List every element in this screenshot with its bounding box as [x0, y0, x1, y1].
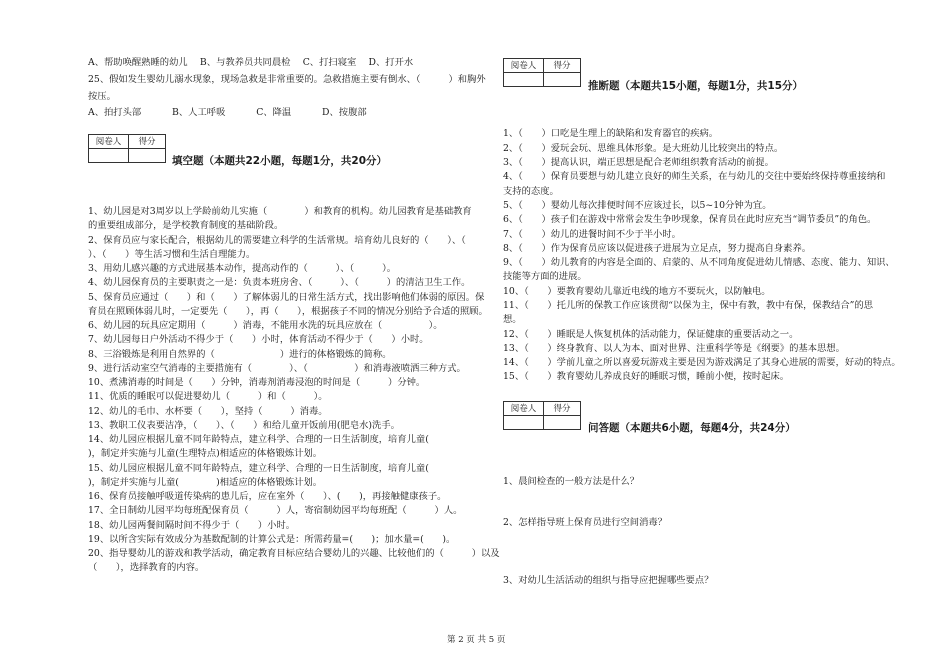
option-line: A、拍打头部 B、人工呼吸 C、降温 D、按腹部 — [88, 107, 367, 118]
score-cell — [504, 416, 544, 429]
list-item: 5、（ ）婴幼儿每次排便时间不应该过长，以5~10分钟为宜。 — [503, 200, 772, 211]
list-item: 4、（ ）保育员要想与幼儿建立良好的师生关系，在与幼儿的交往中要始终保持尊重接纳和 — [503, 171, 886, 182]
list-item: ）、（ ）等生活习惯和生活自理能力。 — [88, 249, 256, 260]
option-line: A、帮助唤醒熟睡的幼儿 B、与教养员共同晨检 C、打扫寝室 D、打开水 — [88, 57, 414, 68]
list-item: 20、指导婴幼儿的游戏和教学活动，确定教育目标应结合婴幼儿的兴趣、比较他们的（ ）以及 — [88, 548, 500, 559]
score-label: 得分 — [129, 135, 165, 149]
list-item: 3、用幼儿感兴趣的方式进展基本动作，提高动作的（ ）、（ ）。 — [88, 263, 397, 274]
list-item: 4、幼儿园保育员的主要职责之一是：负责本班房舍、（ ）、（ ）的清洁卫生工作。 — [88, 277, 471, 288]
list-item: 的重要组成部分，是学校教育制度的基础阶段。 — [88, 220, 284, 231]
score-box — [88, 134, 166, 163]
list-item: 6、（ ）孩子们在游戏中常常会发生争吵现象，保育员在此时应充当“调节委员”的角色。 — [503, 214, 877, 225]
list-item: 8、（ ）作为保育员应该以促进孩子进展为立足点，努力提高自身素养。 — [503, 243, 812, 254]
section-title-fill: 填空题（本题共22小题，每题1分，共20分） — [172, 155, 388, 167]
question-line: 按压。 — [88, 91, 116, 102]
list-item: 9、进行活动室空气消毒的主要措施有（ ）、（ ）和消毒液喷洒三种方式。 — [88, 363, 466, 374]
list-item: 17、全日制幼儿园平均每班配保育员（ ）人，寄宿制幼园平均每班配（ ）人。 — [88, 505, 463, 516]
section-title-judgement: 推断题（本题共15小题，每题1分，共15分） — [588, 80, 804, 92]
list-item: 育员在照顾体弱儿时，一定要先（ ），再（ ），根据孩子不同的情况分别给予合适的照顾。 — [88, 306, 488, 317]
list-item: （ ），选择教育的内容。 — [88, 562, 205, 573]
question-item: 1、晨间检查的一般方法是什么？ — [503, 476, 640, 487]
list-item: 15、（ ）教育婴幼儿养成良好的睡眠习惯，睡前小便，按时起床。 — [503, 371, 790, 382]
list-item: 14、幼儿园应根据儿童不同年龄特点，建立科学、合理的一日生活制度，培育儿童( — [88, 434, 429, 445]
list-item: )，制定并实施与儿童(生理特点)相适应的体格锻炼计划。 — [88, 448, 323, 459]
reviewer-label: 阅卷人 — [89, 135, 129, 149]
list-item: 11、优质的睡眠可以促进婴幼儿（ ）和（ ）。 — [88, 391, 328, 402]
list-item: 8、三浴锻炼是利用自然界的（ ）进行的体格锻炼的简称。 — [88, 349, 392, 360]
section-title-qa: 问答题（本题共6小题，每题4分，共24分） — [588, 422, 796, 434]
list-item: 7、幼儿园每日户外活动不得少于（ ）小时，体育活动不得少于（ ）小时。 — [88, 334, 429, 345]
score-box — [503, 401, 581, 430]
score-label: 得分 — [544, 402, 580, 416]
list-item: 12、（ ）睡眠是人恢复机体的活动能力，保证健康的重要活动之一。 — [503, 329, 799, 340]
question-item: 2、怎样指导班上保育员进行空间消毒？ — [503, 517, 667, 528]
list-item: 3、（ ）提高认识，端正思想是配合老师组织教育活动的前提。 — [503, 157, 774, 168]
score-cell — [504, 73, 544, 86]
list-item: 10、（ ）要教育婴幼儿靠近电线的地方不要玩火，以防触电。 — [503, 286, 771, 297]
list-item: 9、（ ）幼儿教育的内容是全面的、启蒙的、从不同角度促进幼儿情感、态度、能力、知识、 — [503, 257, 895, 268]
list-item: 13、（ ）终身教育、以人为本、面对世界、注重科学等是《纲要》的基本思想。 — [503, 343, 845, 354]
reviewer-label: 阅卷人 — [504, 402, 544, 416]
list-item: 技能等方面的进展。 — [503, 271, 587, 282]
list-item: 支持的态度。 — [503, 186, 559, 197]
score-box — [503, 58, 581, 87]
reviewer-label: 阅卷人 — [504, 59, 544, 73]
list-item: 18、幼儿园两餐间隔时间不得少于（ ）小时。 — [88, 520, 296, 531]
list-item: 想。 — [503, 314, 522, 325]
list-item: 1、幼儿园是对3周岁以上学龄前幼儿实施（ ）和教育的机构。幼儿园教育是基础教育 — [88, 206, 472, 217]
list-item: 14、（ ）学前儿童之所以喜爱玩游戏主要是因为游戏满足了其身心进展的需要，好动的特点。 — [503, 357, 901, 368]
list-item: 6、幼儿园的玩具应定期用（ ）消毒，不能用水洗的玩具应放在（ ）。 — [88, 320, 443, 331]
list-item: 13、教职工仪表要洁净，（ ）、（ ）和给儿童开饭前用(肥皂水)洗手。 — [88, 420, 400, 431]
page-number: 第 2 页 共 5 页 — [447, 635, 506, 645]
list-item: 12、幼儿的毛巾、水杯要（ ），坚持（ ）消毒。 — [88, 406, 328, 417]
score-cell — [89, 149, 129, 162]
list-item: 2、保育员应与家长配合，根据幼儿的需要建立科学的生活常规。培育幼儿良好的（ ）、（ — [88, 235, 466, 246]
list-item: 7、（ ）幼儿的进餐时间不少于半小时。 — [503, 229, 681, 240]
question-line: 25、假如发生婴幼儿溺水现象，现场急救是非常重要的。急救措施主要有倒水、（ ）和胸外 — [88, 74, 486, 85]
list-item: 5、保育员应通过（ ）和（ ）了解体弱儿的日常生活方式，找出影响他们体弱的原因。保 — [88, 292, 485, 303]
list-item: 11、（ ）托儿所的保教工作应该贯彻“以保为主，保中有教，教中有保，保教结合”的思 — [503, 300, 873, 311]
score-label: 得分 — [544, 59, 580, 73]
list-item: 10、煮沸消毒的时间是（ ）分钟，消毒剂消毒浸泡的时间是（ ）分钟。 — [88, 377, 426, 388]
list-item: )，制定并实施与儿童( )相适应的体格锻炼计划。 — [88, 477, 323, 488]
list-item: 1、（ ）口吃是生理上的缺陷和发育器官的疾病。 — [503, 128, 719, 139]
list-item: 16、保育员接触呼吸道传染病的患儿后，应在室外（ ）、( )，再接触健康孩子。 — [88, 491, 447, 502]
list-item: 2、（ ）爱玩会玩、思维具体形象。是大班幼儿比较突出的特点。 — [503, 143, 784, 154]
list-item: 15、幼儿园应根据儿童不同年龄特点，建立科学、合理的一日生活制度，培育儿童( — [88, 463, 429, 474]
list-item: 19、以所含实际有效成分为基数配制的计算公式是：所需药量=( )；加水量=( )。 — [88, 534, 456, 545]
question-item: 3、对幼儿生活活动的组织与指导应把握哪些要点？ — [503, 575, 714, 586]
